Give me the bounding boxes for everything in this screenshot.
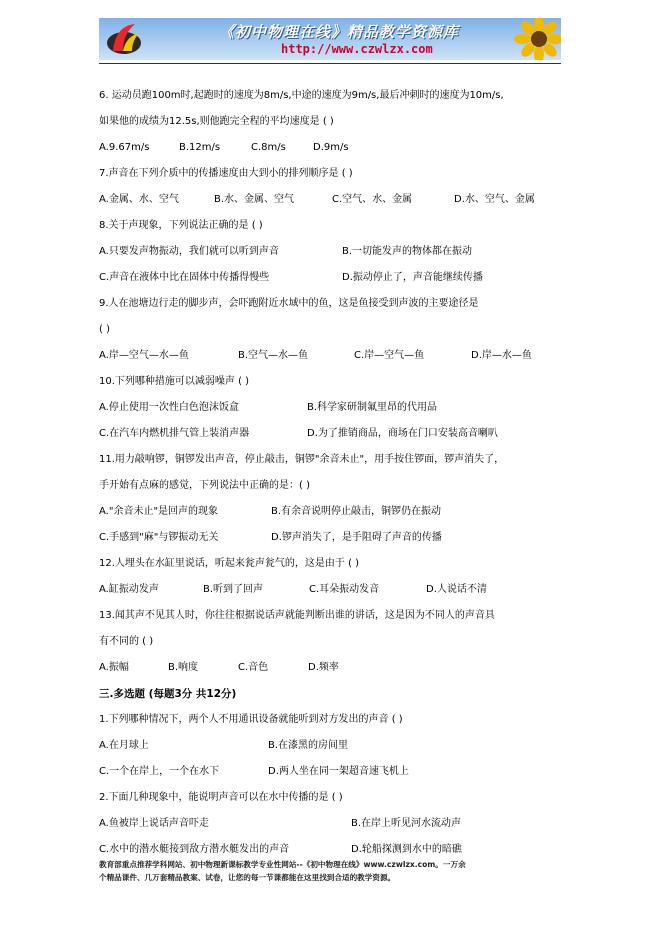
answer-option: C.8m/s [251, 142, 286, 153]
header-rule [99, 63, 561, 64]
answer-options-row [99, 525, 569, 551]
answer-option: C.手感到"麻"与锣振动无关 [99, 532, 219, 543]
answer-option: B.有余音说明停止敲击，铜锣仍在振动 [271, 506, 442, 517]
footer [99, 858, 569, 884]
answer-option: A.只要发声物振动，我们就可以听到声音 [99, 246, 279, 257]
answer-option: B.科学家研制氟里昂的代用品 [307, 402, 438, 413]
answer-option: C.在汽车内燃机排气管上装消声器 [99, 428, 250, 439]
question-text-line: 6. 运动员跑100m时,起跑时的速度为8m/s,中途的速度为9m/s,最后冲刺时的速度为10m/s, [99, 90, 504, 101]
question-text-line: 手开始有点麻的感觉，下列说法中正确的是：( ) [99, 480, 310, 491]
answer-option: B.听到了回声 [203, 584, 264, 595]
answer-option: B.响度 [168, 662, 199, 673]
answer-options-row [99, 811, 569, 837]
answer-option: D.轮船探测到水中的暗礁 [351, 844, 462, 855]
answer-option: D.9m/s [313, 142, 349, 153]
answer-options-row [99, 265, 569, 291]
answer-option: A.缸振动发声 [99, 584, 159, 595]
question-text-line: 如果他的成绩为12.5s,则他跑完全程的平均速度是 ( ) [99, 116, 334, 127]
answer-option: D.水、空气、金属 [454, 194, 535, 205]
answer-option: C.一个在岸上，一个在水下 [99, 766, 220, 777]
question-text-line: 8.关于声现象，下列说法正确的是 ( ) [99, 220, 263, 231]
banner-title: 《初中物理在线》精品教学资源库 [219, 23, 460, 41]
answer-options-row [99, 135, 569, 161]
footer-line-1: 教育部重点推荐学科网站、初中物理新课标教学专业性网站--《初中物理在线》www.czwlzx.com。一万余 [99, 860, 466, 869]
answer-option: C.水中的潜水艇接到敌方潜水艇发出的声音 [99, 844, 290, 855]
header-banner [99, 18, 561, 60]
answer-option: D.岸—水—鱼 [471, 350, 532, 361]
answer-option: D.两人坐在同一架超音速飞机上 [268, 766, 409, 777]
answer-option: D.为了推销商品，商场在门口安装高音喇叭 [307, 428, 498, 439]
answer-option: A.停止使用一次性白色泡沫饭盒 [99, 402, 239, 413]
answer-option: B.一切能发声的物体都在振动 [342, 246, 473, 257]
section-title: 三.多选题 (每题3分 共12分) [99, 688, 237, 700]
answer-options-row [99, 759, 569, 785]
answer-options-row [99, 499, 569, 525]
answer-options-row [99, 655, 569, 681]
answer-options-row [99, 421, 569, 447]
answer-option: C.空气、水、金属 [332, 194, 413, 205]
answer-option: C.声音在液体中比在固体中传播得慢些 [99, 272, 270, 283]
question-text-line: ( ) [99, 324, 110, 335]
answer-option: D.人说话不清 [426, 584, 487, 595]
answer-option: C.音色 [238, 662, 269, 673]
red-yellow-swoosh-logo-icon [105, 21, 143, 57]
question-text-line: 1.下列哪种情况下，两个人不用通讯设备就能听到对方发出的声音 ( ) [99, 714, 403, 725]
answer-options-row [99, 187, 569, 213]
answer-options-row [99, 577, 569, 603]
answer-option: B.在漆黑的房间里 [268, 740, 349, 751]
answer-option: A."余音未止"是回声的现象 [99, 506, 219, 517]
answer-option: B.空气—水—鱼 [238, 350, 309, 361]
answer-option: D.频率 [308, 662, 339, 673]
answer-option: A.在月球上 [99, 740, 149, 751]
answer-option: D.锣声消失了，是手阻碍了声音的传播 [271, 532, 442, 543]
answer-options-row [99, 395, 569, 421]
answer-option: C.耳朵振动发音 [309, 584, 380, 595]
answer-option: C.岸—空气—鱼 [354, 350, 425, 361]
question-text-line: 7.声音在下列介质中的传播速度由大到小的排列顺序是 ( ) [99, 168, 353, 179]
answer-option: B.水、金属、空气 [214, 194, 295, 205]
footer-line-2: 个精品课件、几万套精品教案、试卷，让您的每一节课都能在这里找到合适的教学资源。 [99, 873, 396, 882]
answer-option: A.鱼被岸上说话声音吓走 [99, 818, 209, 829]
question-text-line: 11.用力敲响锣，铜锣发出声音，停止敲击，铜锣"余音未止"，用手按住锣面，锣声消失了， [99, 454, 505, 465]
answer-option: A.金属、水、空气 [99, 194, 179, 205]
question-text-line: 10.下列哪种措施可以减弱噪声 ( ) [99, 376, 250, 387]
answer-options-row [99, 239, 569, 265]
answer-option: B.12m/s [179, 142, 221, 153]
banner-url[interactable]: http://www.czwlzx.com [281, 42, 433, 56]
question-text-line: 12.人埋头在水缸里说话，听起来瓮声瓮气的，这是由于 ( ) [99, 558, 360, 569]
question-text-line: 2.下面几种现象中，能说明声音可以在水中传播的是 ( ) [99, 792, 343, 803]
question-text-line: 13.闻其声不见其人时，你往往根据说话声就能判断出谁的讲话，这是因为不同人的声音具 [99, 610, 495, 621]
question-text-line: 9.人在池塘边行走的脚步声，会吓跑附近水域中的鱼，这是鱼接受到声波的主要途径是 [99, 298, 479, 309]
question-list [99, 83, 569, 863]
question-text-line: 有不同的 ( ) [99, 636, 154, 647]
sunflower-icon [509, 18, 561, 60]
answer-options-row [99, 343, 569, 369]
answer-options-row [99, 733, 569, 759]
answer-option: B.在岸上听见河水流动声 [351, 818, 462, 829]
answer-option: D.振动停止了，声音能继续传播 [342, 272, 483, 283]
answer-option: A.振幅 [99, 662, 129, 673]
answer-option: A.9.67m/s [99, 142, 150, 153]
answer-option: A.岸—空气—水—鱼 [99, 350, 189, 361]
